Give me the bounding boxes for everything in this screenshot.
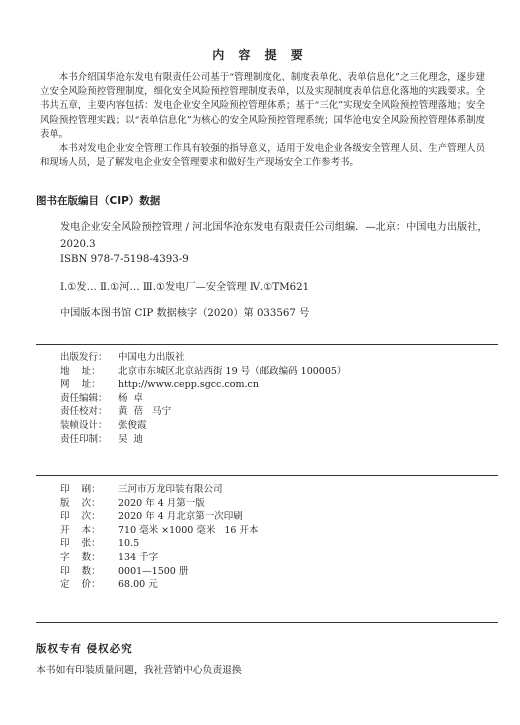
printing-value: 2020 年 4 月北京第一次印刷 [118,511,243,523]
divider [36,622,498,623]
publication-label: 责任校对： [60,406,108,418]
publication-row [60,392,346,406]
cip-heading: 图书在版编目（CIP）数据 [36,195,161,207]
publication-label: 地 址： [60,365,101,377]
printing-label: 定 价： [60,579,101,591]
summary-paragraph: 本书介绍国华沧东发电有限责任公司基于“管理制度化、制度表单化、表单信息化”之三化理念，逐步建立安全风险预控管理制度，细化安全风险预控管理制度表单，以及实现制度表单信息化落地的实践要求。全书共五章，主要内容包括：发电企业安全风险预控管理体系；基于“三化”实现安全风险预控管理落地；安全风险预控管理实践；以“表单信息化”为核心的安全风险预控管理系统；国华沧电安全风险预控管理体系制度表单。 [40,72,485,140]
printing-value: 10.5 [118,538,140,550]
printing-row [60,497,259,511]
publication-row [60,433,346,447]
summary-block [40,71,485,170]
publication-row [60,378,346,392]
printing-value: 134 千字 [118,551,159,563]
summary-paragraph: 本书对发电企业安全管理工作具有较强的指导意义，适用于发电企业各级安全管理人员、生产管理人员和现场人员，是了解发电企业安全管理要求和做好生产现场安全工作参考书。 [40,143,485,169]
publication-label: 出版发行： [60,352,108,363]
printing-row [60,537,259,551]
publication-value: 张俊霞 [118,419,147,431]
publication-row [60,351,346,365]
printing-label: 印 张： [60,538,101,550]
cip-verification: 中国版本图书馆 CIP 数据核字（2020）第 033567 号 [60,308,310,319]
publication-value: 杨 卓 [118,392,144,404]
printing-row [60,565,259,579]
printing-value: 710 毫米 ×1000 毫米 16 开本 [118,524,259,536]
rights-title: 版权专有 侵权必究 [36,643,133,655]
printing-label: 印 次： [60,511,101,523]
publication-row [60,419,346,433]
printing-row [60,483,259,497]
publication-label: 装帧设计： [60,419,108,431]
printing-value: 三河市万龙印装有限公司 [118,484,223,495]
printing-value: 2020 年 4 月第一版 [118,497,205,509]
publication-row [60,405,346,419]
cip-entry: 发电企业安全风险预控管理 / 河北国华沧东发电有限责任公司组编．—北京：中国电力出版社，2020.3 [60,222,488,250]
cip-classification: Ⅰ.①发… Ⅱ.①河… Ⅲ.①发电厂—安全管理 Ⅳ.①TM621 [60,282,310,293]
publication-label: 网 址： [60,379,101,391]
printing-info [60,483,259,592]
divider [36,344,498,345]
publication-row [60,365,346,379]
cip-isbn: ISBN 978-7-5198-4393-9 [60,254,189,265]
printing-row [60,524,259,538]
publication-url: http://www.cepp.sgcc.com.cn [118,379,259,391]
publication-value: 吴 迪 [118,433,144,445]
printing-label: 版 次： [60,497,101,509]
publication-value: 中国电力出版社 [118,352,185,363]
printing-label: 印 刷： [60,484,101,495]
printing-row [60,578,259,592]
price-value: 68.00 元 [118,579,158,591]
publication-info [60,351,346,446]
publication-value: 北京市东城区北京站西街 19 号（邮政编码 100005） [118,365,347,377]
publication-value: 黄 蓓 马宁 [118,406,172,418]
summary-title: 内 容 提 要 [212,48,308,62]
printing-label: 开 本： [60,524,101,536]
printing-label: 字 数： [60,551,101,563]
printing-label: 印 数： [60,565,101,577]
printing-row [60,510,259,524]
divider [36,475,498,476]
rights-notice: 本书如有印装质量问题，我社营销中心负责退换 [36,665,242,676]
publication-label: 责任编辑： [60,392,108,404]
publication-label: 责任印制： [60,433,108,445]
printing-value: 0001—1500 册 [118,565,189,577]
printing-row [60,551,259,565]
